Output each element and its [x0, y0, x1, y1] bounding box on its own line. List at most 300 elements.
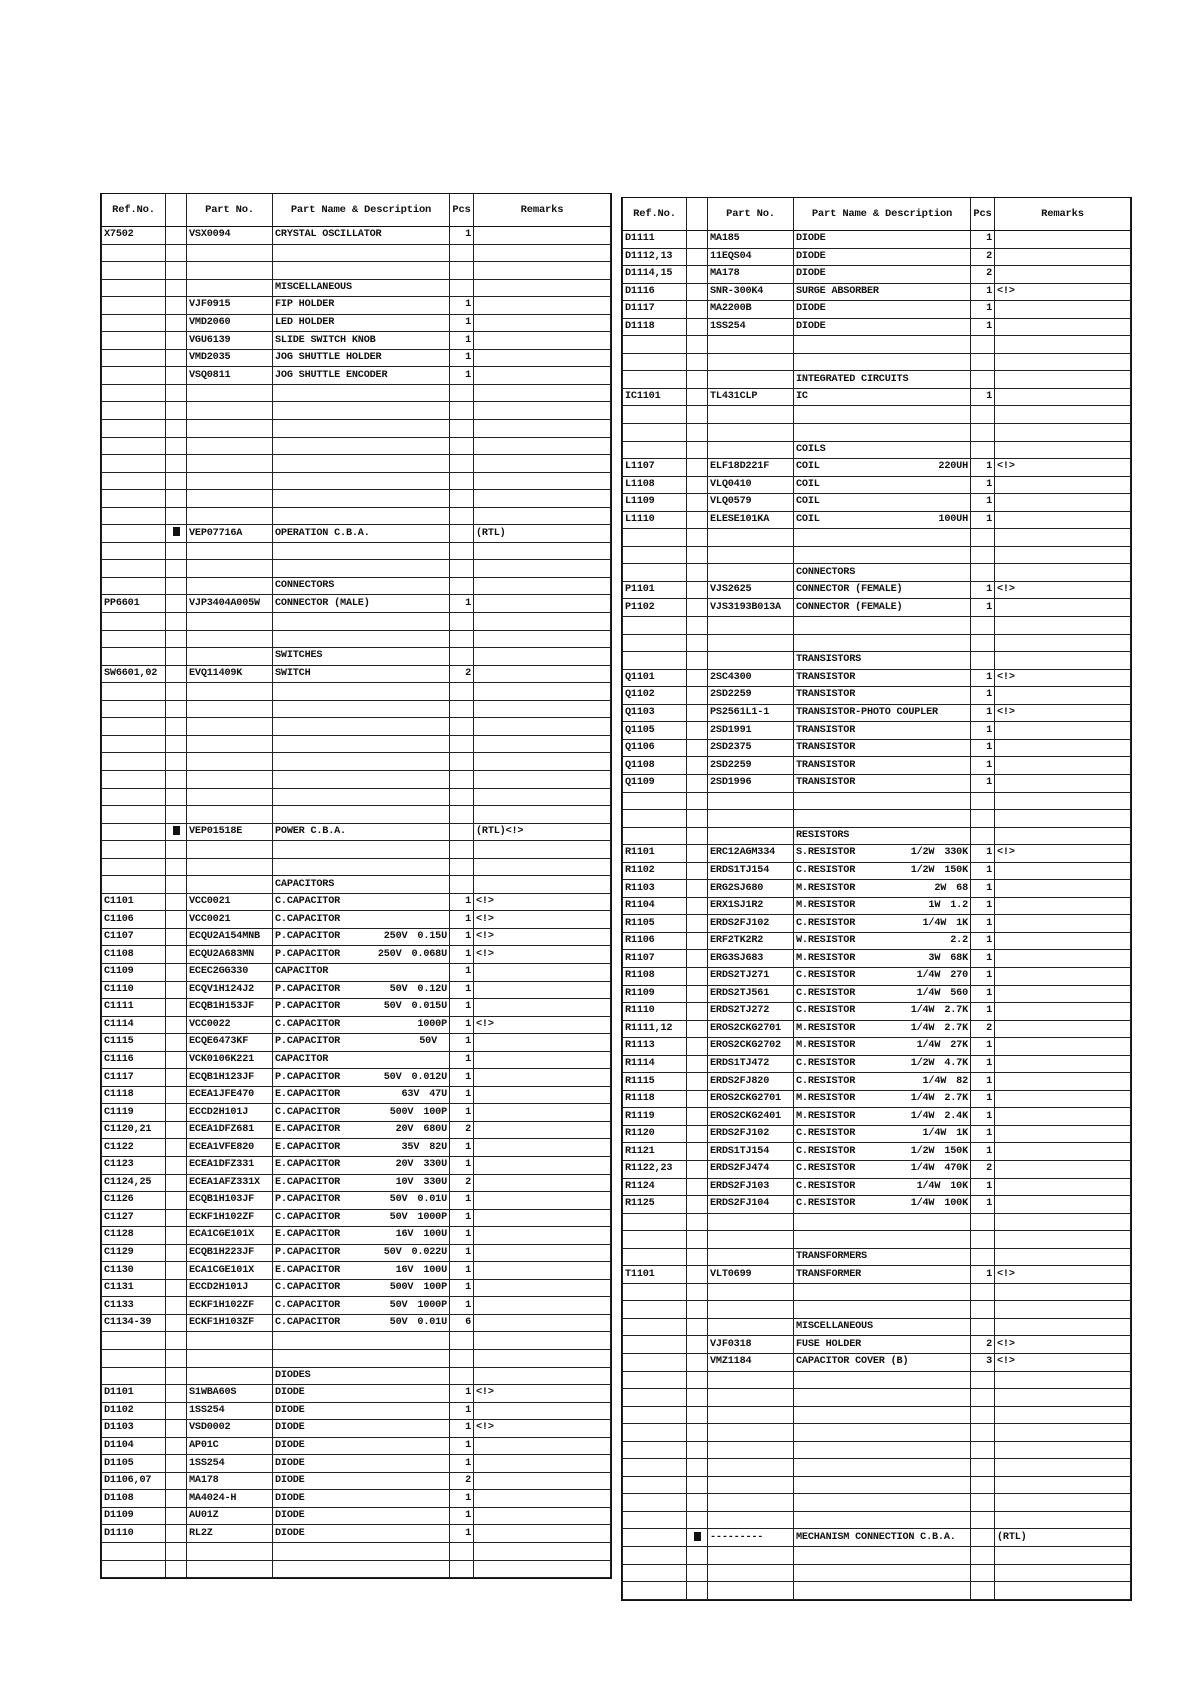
part-no-cell: 11EQS04 [708, 248, 794, 266]
mark-cell [687, 757, 708, 775]
table-row [623, 476, 1131, 494]
ref-cell: C1107 [102, 928, 166, 946]
part-no-cell [187, 630, 273, 648]
header-part: Part No. [187, 194, 273, 227]
table-row [102, 1314, 611, 1332]
ref-cell: R1105 [623, 915, 687, 933]
remarks-cell [995, 985, 1131, 1003]
remarks-cell [995, 1108, 1131, 1126]
pcs-cell [971, 1441, 995, 1459]
mark-cell [166, 683, 187, 701]
remarks-cell [474, 1139, 611, 1157]
mark-cell [166, 1156, 187, 1174]
table-row [102, 1437, 611, 1455]
ref-cell [623, 1564, 687, 1582]
mark-cell [166, 1174, 187, 1192]
part-no-cell [187, 1543, 273, 1561]
value-rating: 2.2 [950, 935, 968, 947]
part-no-cell: 2SD1996 [708, 774, 794, 792]
ref-cell: C1106 [102, 911, 166, 929]
pcs-cell: 2 [450, 1174, 474, 1192]
table-row [102, 1402, 611, 1420]
description-text: E.CAPACITOR [275, 1089, 341, 1101]
part-no-cell: ECEA1AFZ331X [187, 1174, 273, 1192]
pcs-cell: 1 [971, 1055, 995, 1073]
description-text: TRANSISTOR [796, 777, 856, 789]
part-no-cell [187, 507, 273, 525]
ref-cell [623, 1283, 687, 1301]
pcs-cell: 1 [971, 704, 995, 722]
description-cell [273, 1297, 450, 1315]
description-cell [794, 1055, 971, 1073]
ref-cell: D1109 [102, 1507, 166, 1525]
ref-cell [623, 617, 687, 635]
remarks-cell: <!> [995, 1354, 1131, 1372]
mark-cell [166, 1314, 187, 1332]
ref-cell [623, 1231, 687, 1249]
filled-square-icon [173, 527, 180, 536]
description-cell [273, 384, 450, 402]
table-row [102, 1209, 611, 1227]
table-row [102, 911, 611, 929]
remarks-cell [474, 1034, 611, 1052]
description-cell [273, 1051, 450, 1069]
mark-cell [166, 946, 187, 964]
description-cell [273, 911, 450, 929]
description-text: INTEGRATED CIRCUITS [796, 373, 909, 385]
mark-cell [687, 1248, 708, 1266]
description-text: E.CAPACITOR [275, 1124, 341, 1136]
ref-cell [102, 858, 166, 876]
description-cell [273, 999, 450, 1017]
description-text: S.RESISTOR [796, 847, 856, 859]
remarks-cell [474, 753, 611, 771]
ref-cell [102, 490, 166, 508]
part-no-cell: ECQU2A154MNB [187, 928, 273, 946]
table-row [102, 893, 611, 911]
description-text: M.RESISTOR [796, 952, 856, 964]
mark-cell [166, 1332, 187, 1350]
description-cell [273, 1314, 450, 1332]
description-text: CAPACITOR [275, 966, 329, 978]
mark-cell [166, 1051, 187, 1069]
table-row [102, 1069, 611, 1087]
mark-cell [166, 1139, 187, 1157]
description-cell [273, 841, 450, 859]
ref-cell [102, 384, 166, 402]
voltage-power-rating: 1/2W [910, 1057, 935, 1069]
pcs-cell [971, 652, 995, 670]
table-row [102, 1244, 611, 1262]
ref-cell: D1111 [623, 231, 687, 249]
description-text: SWITCHES [275, 650, 323, 662]
parts-rows-right [623, 231, 1131, 1600]
part-no-cell [708, 1476, 794, 1494]
ref-cell: R1108 [623, 967, 687, 985]
part-no-cell [187, 788, 273, 806]
description-text: SLIDE SWITCH KNOB [275, 334, 376, 346]
mark-cell [687, 810, 708, 828]
remarks-cell [474, 735, 611, 753]
ref-cell [623, 353, 687, 371]
ref-cell: C1109 [102, 963, 166, 981]
mark-cell [687, 1283, 708, 1301]
header-remarks: Remarks [474, 194, 611, 227]
description-cell [273, 1192, 450, 1210]
remarks-cell [995, 388, 1131, 406]
table-row [623, 529, 1131, 547]
description-text: SURGE ABSORBER [796, 285, 879, 297]
pcs-cell [450, 1332, 474, 1350]
part-no-cell: ERX1SJ1R2 [708, 897, 794, 915]
voltage-power-rating: 1/2W [910, 1145, 935, 1157]
value-rating: 100K [944, 1198, 968, 1210]
table-row [623, 967, 1131, 985]
part-no-cell: ECQV1H124J2 [187, 981, 273, 999]
mark-cell [687, 1160, 708, 1178]
part-no-cell: ECEA1VFE820 [187, 1139, 273, 1157]
mark-cell [687, 1336, 708, 1354]
ref-cell [623, 1389, 687, 1407]
ref-cell [102, 560, 166, 578]
ref-cell: R1102 [623, 862, 687, 880]
remarks-cell [995, 1476, 1131, 1494]
table-row [102, 595, 611, 613]
part-no-cell: ECKF1H102ZF [187, 1209, 273, 1227]
description-cell [273, 946, 450, 964]
description-cell [273, 227, 450, 245]
table-row [102, 1139, 611, 1157]
mark-cell [166, 788, 187, 806]
description-cell [273, 1367, 450, 1385]
mark-cell [166, 665, 187, 683]
description-cell [794, 1301, 971, 1319]
part-no-cell: ERDS2FJ103 [708, 1178, 794, 1196]
pcs-cell [971, 1371, 995, 1389]
table-row [102, 1420, 611, 1438]
voltage-power-rating: 50V [389, 1211, 408, 1223]
description-cell [794, 967, 971, 985]
pcs-cell: 1 [971, 1108, 995, 1126]
pcs-cell [450, 1350, 474, 1368]
pcs-cell: 1 [450, 1192, 474, 1210]
remarks-cell [995, 301, 1131, 319]
pcs-cell: 1 [971, 862, 995, 880]
remarks-cell [474, 770, 611, 788]
description-cell [794, 704, 971, 722]
ref-cell: D1117 [623, 301, 687, 319]
remarks-cell [474, 648, 611, 666]
mark-cell [166, 1490, 187, 1508]
description-text: DIODE [275, 1527, 305, 1539]
table-row [623, 441, 1131, 459]
description-text: M.RESISTOR [796, 1110, 856, 1122]
mark-cell [166, 1350, 187, 1368]
ref-cell [102, 806, 166, 824]
part-no-cell: --------- [708, 1529, 794, 1547]
part-no-cell [187, 244, 273, 262]
ref-cell: C1130 [102, 1262, 166, 1280]
description-text: TRANSISTOR [796, 689, 856, 701]
part-no-cell: 2SC4300 [708, 669, 794, 687]
pcs-cell [971, 441, 995, 459]
ref-cell [623, 529, 687, 547]
mark-cell [687, 1003, 708, 1021]
pcs-cell: 1 [450, 227, 474, 245]
table-row [623, 511, 1131, 529]
part-no-cell: VGU6139 [187, 332, 273, 350]
pcs-cell: 1 [971, 1038, 995, 1056]
description-text: P.CAPACITOR [275, 948, 341, 960]
voltage-power-rating: 500V [389, 1282, 414, 1294]
mark-cell [687, 985, 708, 1003]
voltage-power-rating: 1/4W [910, 1022, 935, 1034]
table-row [623, 1476, 1131, 1494]
description-cell [273, 542, 450, 560]
part-no-cell [708, 336, 794, 354]
remarks-cell [995, 1564, 1131, 1582]
table-row [102, 753, 611, 771]
table-row [623, 810, 1131, 828]
mark-cell [166, 577, 187, 595]
description-text: CONNECTOR (MALE) [275, 597, 370, 609]
ref-cell [102, 577, 166, 595]
voltage-power-rating: 1/4W [910, 1163, 935, 1175]
filled-square-icon [173, 826, 180, 835]
table-row [102, 507, 611, 525]
description-cell [794, 283, 971, 301]
pcs-cell [971, 336, 995, 354]
remarks-cell [474, 1437, 611, 1455]
pcs-cell [450, 648, 474, 666]
part-no-cell: ECCD2H101J [187, 1279, 273, 1297]
description-text: IC [796, 391, 808, 403]
table-row [623, 704, 1131, 722]
remarks-cell: <!> [474, 893, 611, 911]
table-row [623, 617, 1131, 635]
description-cell [273, 297, 450, 315]
remarks-cell [474, 806, 611, 824]
ref-cell [102, 1332, 166, 1350]
description-text: CONNECTORS [275, 580, 335, 592]
voltage-power-rating: 250V [377, 948, 402, 960]
mark-cell [687, 1196, 708, 1214]
mark-cell [687, 967, 708, 985]
mark-cell [166, 279, 187, 297]
ref-cell [623, 1494, 687, 1512]
pcs-cell [971, 827, 995, 845]
remarks-cell [995, 950, 1131, 968]
description-text: M.RESISTOR [796, 1093, 856, 1105]
table-row [102, 1156, 611, 1174]
ref-cell [623, 1354, 687, 1372]
mark-cell [687, 1476, 708, 1494]
description-cell [794, 318, 971, 336]
description-text: DIODE [275, 1422, 305, 1434]
description-cell [273, 314, 450, 332]
description-cell [273, 1086, 450, 1104]
part-no-cell [708, 1459, 794, 1477]
description-cell [273, 1472, 450, 1490]
header-mark [166, 194, 187, 227]
remarks-cell [474, 455, 611, 473]
mark-cell [687, 1371, 708, 1389]
value-rating: 100UH [938, 514, 968, 526]
pcs-cell: 1 [450, 893, 474, 911]
mark-cell [687, 1055, 708, 1073]
description-text: JOG SHUTTLE HOLDER [275, 352, 382, 364]
part-no-cell [187, 577, 273, 595]
part-no-cell: ERDS2FJ820 [708, 1073, 794, 1091]
description-text: C.RESISTOR [796, 1128, 856, 1140]
pcs-cell: 2 [971, 1336, 995, 1354]
pcs-cell: 1 [450, 1525, 474, 1543]
part-no-cell [187, 613, 273, 631]
pcs-cell [450, 1367, 474, 1385]
mark-cell [687, 932, 708, 950]
remarks-cell [995, 1125, 1131, 1143]
part-no-cell: ERDS2FJ102 [708, 1125, 794, 1143]
voltage-power-rating: 500V [389, 1106, 414, 1118]
ref-cell [102, 770, 166, 788]
description-cell [794, 634, 971, 652]
pcs-cell [450, 279, 474, 297]
description-text: CAPACITOR COVER (B) [796, 1356, 909, 1368]
remarks-cell [474, 227, 611, 245]
ref-cell: R1121 [623, 1143, 687, 1161]
value-rating: 270 [950, 970, 968, 982]
mark-cell [687, 634, 708, 652]
description-cell [794, 845, 971, 863]
description-cell [794, 1178, 971, 1196]
remarks-cell [995, 529, 1131, 547]
table-row [623, 1318, 1131, 1336]
pcs-cell [450, 876, 474, 894]
mark-cell [166, 1525, 187, 1543]
table-row [623, 1038, 1131, 1056]
ref-cell: P1101 [623, 581, 687, 599]
ref-cell: C1108 [102, 946, 166, 964]
description-text: TRANSISTOR-PHOTO COUPLER [796, 707, 938, 719]
description-text: C.CAPACITOR [275, 896, 341, 908]
mark-cell [166, 1385, 187, 1403]
part-no-cell [708, 1371, 794, 1389]
remarks-cell [474, 244, 611, 262]
part-no-cell: VJS3193B013A [708, 599, 794, 617]
description-cell [794, 1213, 971, 1231]
remarks-cell [995, 1055, 1131, 1073]
table-row [623, 1143, 1131, 1161]
description-cell [794, 1424, 971, 1442]
mark-cell [687, 336, 708, 354]
table-row [623, 1441, 1131, 1459]
ref-cell: P1102 [623, 599, 687, 617]
pcs-cell: 2 [450, 1121, 474, 1139]
description-text: CAPACITOR [275, 1053, 329, 1065]
pcs-cell [971, 810, 995, 828]
description-cell [273, 279, 450, 297]
description-cell [794, 406, 971, 424]
ref-cell [623, 1424, 687, 1442]
ref-cell: R1120 [623, 1125, 687, 1143]
remarks-cell [995, 739, 1131, 757]
mark-cell [687, 1073, 708, 1091]
pcs-cell: 1 [450, 999, 474, 1017]
mark-cell [687, 774, 708, 792]
mark-cell [687, 1301, 708, 1319]
part-no-cell: VLQ0410 [708, 476, 794, 494]
description-cell [273, 613, 450, 631]
description-text: C.RESISTOR [796, 970, 856, 982]
description-text: E.CAPACITOR [275, 1229, 341, 1241]
description-cell [273, 1244, 450, 1262]
description-cell [273, 437, 450, 455]
pcs-cell: 1 [971, 511, 995, 529]
remarks-cell [995, 1003, 1131, 1021]
mark-cell [687, 739, 708, 757]
pcs-cell [450, 1560, 474, 1578]
mark-cell [687, 1090, 708, 1108]
part-no-cell [187, 648, 273, 666]
description-cell [794, 1090, 971, 1108]
description-text: LED HOLDER [275, 317, 335, 328]
ref-cell [623, 1529, 687, 1547]
pcs-cell [971, 406, 995, 424]
part-no-cell [708, 424, 794, 442]
pcs-cell [450, 577, 474, 595]
description-text: M.RESISTOR [796, 1022, 856, 1034]
remarks-cell: (RTL) [474, 525, 611, 543]
description-text: FUSE HOLDER [796, 1338, 862, 1350]
remarks-cell [995, 476, 1131, 494]
description-cell [794, 1266, 971, 1284]
mark-cell [166, 1016, 187, 1034]
table-row [623, 494, 1131, 512]
description-cell [794, 722, 971, 740]
pcs-cell [971, 371, 995, 389]
description-cell [273, 1034, 450, 1052]
table-row [102, 788, 611, 806]
mark-cell [166, 595, 187, 613]
pcs-cell: 1 [450, 1139, 474, 1157]
value-rating: 4.7K [944, 1057, 968, 1069]
value-rating: 68 [956, 882, 968, 894]
part-no-cell: ERG3SJ683 [708, 950, 794, 968]
value-rating: 100U [423, 1229, 447, 1241]
mark-cell [687, 266, 708, 284]
description-text: DIODES [275, 1369, 311, 1381]
remarks-cell [474, 595, 611, 613]
mark-cell [687, 1459, 708, 1477]
table-row [623, 1459, 1131, 1477]
part-no-cell: 2SD1991 [708, 722, 794, 740]
ref-cell [102, 542, 166, 560]
pcs-cell [971, 1301, 995, 1319]
mark-cell [687, 581, 708, 599]
part-no-cell: VSQ0811 [187, 367, 273, 385]
pcs-cell [971, 1476, 995, 1494]
table-row [623, 459, 1131, 477]
description-text: C.RESISTOR [796, 1145, 856, 1157]
description-cell [794, 1248, 971, 1266]
table-row [623, 1090, 1131, 1108]
ref-cell: Q1106 [623, 739, 687, 757]
pcs-cell [971, 546, 995, 564]
description-text: COILS [796, 443, 826, 455]
table-row [623, 1494, 1131, 1512]
description-cell [794, 266, 971, 284]
description-text: P.CAPACITOR [275, 983, 341, 995]
